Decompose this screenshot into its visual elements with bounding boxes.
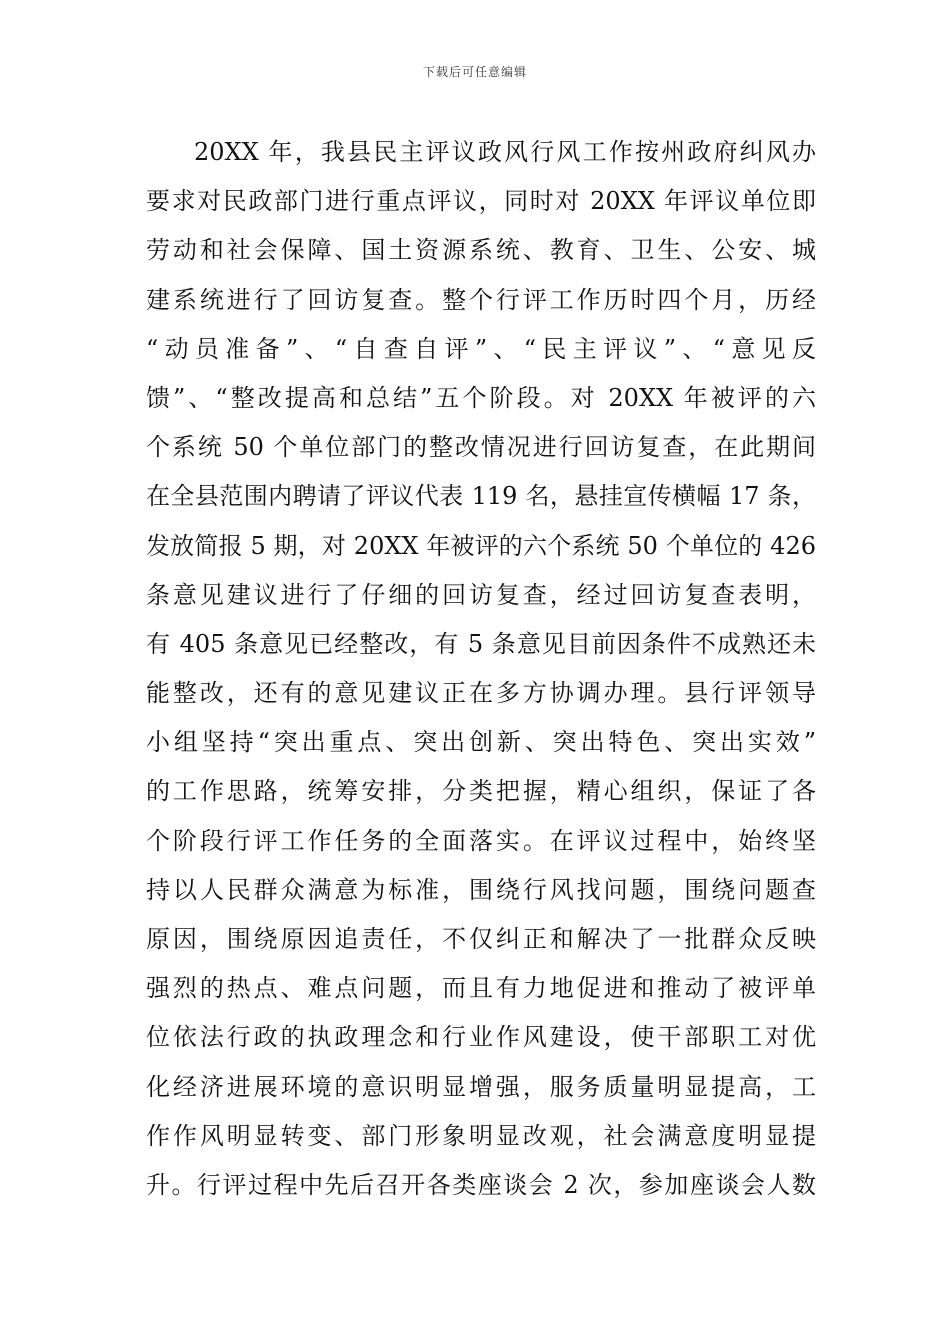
paragraph-line: 强烈的热点、难点问题，而且有力地促进和推动了被评单 xyxy=(146,974,816,1003)
paragraph-line: 在全县范围内聘请了评议代表 119 名，悬挂宣传横幅 17 条， xyxy=(146,482,816,511)
paragraph-line: 持以人民群众满意为标准，围绕行风找问题，围绕问题查 xyxy=(146,875,816,904)
document-body xyxy=(146,128,816,1210)
paragraph-line: 能整改，还有的意见建议正在多方协调办理。县行评领导 xyxy=(146,679,816,708)
paragraph-line: 个系统 50 个单位部门的整改情况进行回访复查，在此期间 xyxy=(146,433,816,462)
paragraph-line: 的工作思路，统筹安排，分类把握，精心组织，保证了各 xyxy=(146,777,816,806)
paragraph-line: “动员准备”、“自查自评”、“民主评议”、“意见反 xyxy=(146,334,816,363)
paragraph-line: 馈”、“整改提高和总结”五个阶段。对 20XX 年被评的六 xyxy=(146,383,816,412)
page-header: 下载后可任意编辑 xyxy=(422,65,527,79)
paragraph-line: 化经济进展环境的意识明显增强，服务质量明显提高，工 xyxy=(146,1072,816,1101)
paragraph-line: 原因，围绕原因追责任，不仅纠正和解决了一批群众反映 xyxy=(146,925,816,953)
paragraph-line: 升。行评过程中先后召开各类座谈会 2 次，参加座谈会人数 xyxy=(146,1170,816,1199)
paragraph-line: 个阶段行评工作任务的全面落实。在评议过程中，始终坚 xyxy=(146,826,816,855)
paragraph-line: 要求对民政部门进行重点评议，同时对 20XX 年评议单位即 xyxy=(146,187,816,216)
paragraph-line: 20XX 年，我县民主评议政风行风工作按州政府纠风办 xyxy=(194,138,816,166)
paragraph-line: 小组坚持“突出重点、突出创新、突出特色、突出实效” xyxy=(146,728,816,757)
paragraph-line: 建系统进行了回访复查。整个行评工作历时四个月，历经 xyxy=(146,285,816,314)
paragraph-line: 发放简报 5 期，对 20XX 年被评的六个系统 50 个单位的 426 xyxy=(146,531,816,560)
paragraph-line: 作作风明显转变、部门形象明显改观，社会满意度明显提 xyxy=(146,1121,816,1150)
paragraph-line: 位依法行政的执政理念和行业作风建设，使干部职工对优 xyxy=(146,1023,816,1052)
paragraph-line: 有 405 条意见已经整改，有 5 条意见目前因条件不成熟还未 xyxy=(146,629,816,658)
paragraph-line: 劳动和社会保障、国土资源系统、教育、卫生、公安、城 xyxy=(146,236,816,265)
paragraph-line: 条意见建议进行了仔细的回访复查，经过回访复查表明， xyxy=(146,580,816,609)
